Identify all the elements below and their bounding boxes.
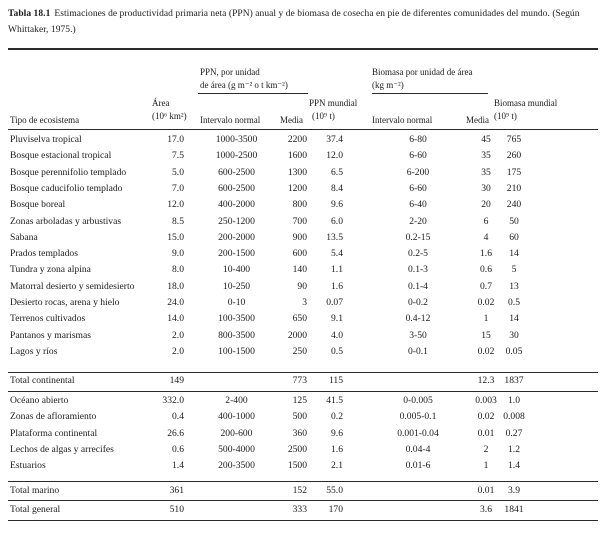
table-row-ppn-mean: 140 bbox=[292, 264, 307, 275]
table-row-bio-mean: 15 bbox=[481, 330, 491, 341]
table-row-ppn-range: 250-1200 bbox=[218, 216, 255, 227]
table-row-area: 18.0 bbox=[167, 281, 184, 292]
table-row-area: 8.0 bbox=[172, 264, 184, 275]
table-row-bio-range: 0.2-15 bbox=[405, 232, 431, 243]
total-general-row-ppn-mean: 333 bbox=[292, 504, 307, 515]
table-row-ppn-mean: 1300 bbox=[287, 167, 307, 178]
table-row-area: 15.0 bbox=[167, 232, 184, 243]
table-row-ppn-world: 1.6 bbox=[331, 444, 343, 455]
table-row-bio-world: 14 bbox=[509, 248, 519, 259]
table-row-area: 24.0 bbox=[167, 297, 184, 308]
table-row-bio-mean: 35 bbox=[481, 150, 491, 161]
table-row-name: Sabana bbox=[10, 232, 38, 243]
table-row-name: Matorral desierto y semidesierto bbox=[10, 281, 135, 292]
table-row-bio-range: 0.1-3 bbox=[408, 264, 428, 275]
table-row-ppn-mean: 2500 bbox=[287, 444, 307, 455]
table-row-bio-range: 0.001-0.04 bbox=[397, 428, 439, 439]
total-general-row-bio-mean: 3.6 bbox=[480, 504, 492, 515]
continental-total-rule-top bbox=[8, 372, 598, 373]
bio-mean-header: Media bbox=[466, 115, 489, 125]
table-row-ppn-range: 800-3500 bbox=[218, 330, 255, 341]
table-row-bio-world: 0.008 bbox=[503, 411, 525, 422]
table-row-name: Pantanos y marismas bbox=[10, 330, 92, 341]
area-header-line2: (10⁶ km²) bbox=[152, 111, 187, 121]
table-row-ppn-mean: 250 bbox=[292, 346, 307, 357]
table-row-ppn-world: 6.5 bbox=[331, 167, 343, 178]
table-row-ppn-mean: 2200 bbox=[287, 134, 307, 145]
table-row-ppn-mean: 500 bbox=[292, 411, 307, 422]
table-row-name: Estuarios bbox=[10, 460, 46, 471]
table-row-bio-range: 6-200 bbox=[406, 167, 430, 178]
table-row-ppn-mean: 125 bbox=[292, 395, 307, 406]
continental-total-rule-bottom bbox=[8, 391, 598, 392]
table-row-bio-world: 0.27 bbox=[505, 428, 523, 439]
table-row-bio-mean: 4 bbox=[483, 232, 489, 243]
table-row-bio-range: 0-0.1 bbox=[408, 346, 428, 357]
ppn-world-header-line2: (10⁹ t) bbox=[312, 111, 335, 121]
total-marine-row-bio-mean: 0.01 bbox=[477, 485, 495, 496]
table-row-bio-world: 14 bbox=[509, 313, 519, 324]
table-row-area: 0.4 bbox=[172, 411, 184, 422]
table-row-bio-range: 0.2-5 bbox=[408, 248, 428, 259]
table-row-ppn-world: 1.1 bbox=[331, 264, 343, 275]
general-total-rule-top bbox=[8, 500, 598, 501]
table-row-ppn-range: 10-250 bbox=[222, 281, 251, 292]
table-row-name: Desierto rocas, arena y hielo bbox=[10, 297, 120, 308]
table-row-ppn-mean: 900 bbox=[292, 232, 307, 243]
table-row-bio-world: 50 bbox=[509, 216, 519, 227]
table-row-name: Plataforma continental bbox=[10, 428, 98, 439]
table-row-bio-mean: 0.02 bbox=[477, 346, 495, 357]
table-row-ppn-world: 37.4 bbox=[326, 134, 343, 145]
bio-group-header-line1: Biomasa por unidad de área bbox=[372, 67, 473, 77]
table-row-bio-mean: 35 bbox=[481, 167, 491, 178]
table-label: Tabla 18.1 bbox=[8, 9, 51, 19]
bio-world-header-line2: (10⁹ t) bbox=[494, 111, 517, 121]
table-row-ppn-world: 8.4 bbox=[331, 183, 343, 194]
table-row-bio-mean: 1.6 bbox=[480, 248, 492, 259]
table-row-ppn-world: 0.07 bbox=[326, 297, 343, 308]
table-row-bio-mean: 6 bbox=[483, 216, 489, 227]
total-general-row-area: 510 bbox=[169, 504, 184, 515]
table-row-ppn-range: 1000-3500 bbox=[215, 134, 258, 145]
table-row-bio-mean: 2 bbox=[483, 444, 489, 455]
table-row-name: Lechos de algas y arrecifes bbox=[10, 444, 114, 455]
table-row-bio-world: 60 bbox=[509, 232, 519, 243]
table-row-ppn-mean: 700 bbox=[292, 216, 307, 227]
table-row-bio-world: 30 bbox=[509, 330, 519, 341]
table-row-area: 14.0 bbox=[167, 313, 184, 324]
table-row-area: 2.0 bbox=[172, 330, 184, 341]
table-row-ppn-range: 1000-2500 bbox=[215, 150, 258, 161]
table-row-name: Tundra y zona alpina bbox=[10, 264, 91, 275]
table-row-ppn-world: 1.6 bbox=[331, 281, 343, 292]
total-continental-row-bio-mean: 12.3 bbox=[477, 375, 495, 386]
area-header-line1: Área bbox=[152, 98, 170, 108]
table-row-bio-mean: 0.003 bbox=[475, 395, 497, 406]
table-row-area: 17.0 bbox=[167, 134, 184, 145]
table-row-ppn-world: 13.5 bbox=[326, 232, 343, 243]
table-row-bio-world: 0.05 bbox=[505, 346, 523, 357]
table-row-ppn-world: 41.5 bbox=[326, 395, 343, 406]
ppn-world-header-line1: PPN mundial bbox=[309, 98, 358, 108]
table-row-ppn-mean: 650 bbox=[292, 313, 307, 324]
table-row-area: 7.5 bbox=[172, 150, 184, 161]
total-marine-row-ppn-world: 55.0 bbox=[326, 485, 343, 496]
total-marine-row-ppn-mean: 152 bbox=[292, 485, 307, 496]
table-row-bio-mean: 45 bbox=[481, 134, 491, 145]
table-row-ppn-mean: 1200 bbox=[287, 183, 307, 194]
table-row-ppn-range: 0-10 bbox=[227, 297, 246, 308]
table-row-name: Zonas arboladas y arbustivas bbox=[10, 216, 122, 227]
table-row-bio-world: 0.5 bbox=[508, 297, 520, 308]
table-row-bio-range: 6-40 bbox=[409, 199, 427, 210]
table-row-name: Zonas de afloramiento bbox=[10, 411, 97, 422]
table-row-area: 8.5 bbox=[172, 216, 184, 227]
ppn-range-header: Intervalo normal bbox=[200, 115, 261, 125]
table-row-area: 12.0 bbox=[167, 199, 184, 210]
table-row-ppn-range: 600-2500 bbox=[218, 183, 255, 194]
ppn-group-rule bbox=[198, 93, 308, 94]
total-marine-row-bio-world: 3.9 bbox=[508, 485, 520, 496]
table-row-bio-range: 0.4-12 bbox=[405, 313, 431, 324]
total-continental-row-ppn-mean: 773 bbox=[292, 375, 307, 386]
table-row-name: Prados templados bbox=[10, 248, 78, 259]
table-row-bio-range: 0.1-4 bbox=[408, 281, 428, 292]
total-general-row-bio-world: 1841 bbox=[504, 504, 524, 515]
ppn-group-header-line2: de área (g m⁻² o t km⁻²) bbox=[200, 80, 288, 90]
table-row-bio-world: 1.0 bbox=[508, 395, 520, 406]
total-continental-row-ppn-world: 115 bbox=[328, 375, 343, 386]
table-row-ppn-world: 2.1 bbox=[331, 460, 343, 471]
total-general-row-ppn-world: 170 bbox=[328, 504, 343, 515]
table-row-name: Lagos y ríos bbox=[10, 346, 58, 357]
table-row-bio-world: 175 bbox=[506, 167, 522, 178]
table-row-name: Bosque boreal bbox=[10, 199, 66, 210]
bottom-rule bbox=[8, 520, 598, 521]
table-row-bio-range: 0.005-0.1 bbox=[399, 411, 437, 422]
table-row-bio-range: 6-80 bbox=[409, 134, 427, 145]
table-row-ppn-mean: 360 bbox=[292, 428, 307, 439]
table-row-ppn-world: 4.0 bbox=[331, 330, 343, 341]
ppn-mean-header: Media bbox=[280, 115, 303, 125]
table-row-ppn-mean: 1500 bbox=[287, 460, 307, 471]
table-row-area: 1.4 bbox=[172, 460, 184, 471]
table-row-bio-world: 240 bbox=[506, 199, 522, 210]
table-row-ppn-range: 200-1500 bbox=[218, 248, 255, 259]
table-row-ppn-world: 0.5 bbox=[331, 346, 343, 357]
table-row-ppn-range: 200-600 bbox=[220, 428, 253, 439]
table-row-ppn-range: 500-4000 bbox=[218, 444, 255, 455]
table-caption-text: Estimaciones de productividad primaria neta (PPN) anual y de biomasa de cosecha en pie de diferentes comunidades del mundo. (Según Whittaker, 1975.) bbox=[8, 9, 580, 35]
table-row-bio-mean: 0.01 bbox=[477, 428, 495, 439]
table-row-name: Bosque caducifolio templado bbox=[10, 183, 123, 194]
total-general-row-name: Total general bbox=[10, 504, 61, 515]
table-row-area: 0.6 bbox=[172, 444, 184, 455]
table-row-ppn-range: 2-400 bbox=[225, 395, 248, 406]
table-row-bio-mean: 30 bbox=[481, 183, 491, 194]
bio-range-header: Intervalo normal bbox=[372, 115, 433, 125]
table-row-bio-mean: 0.6 bbox=[480, 264, 492, 275]
table-row-ppn-world: 6.0 bbox=[331, 216, 343, 227]
ppn-group-header-line1: PPN, por unidad bbox=[200, 67, 260, 77]
bio-group-rule bbox=[372, 93, 488, 94]
bio-world-header-line1: Biomasa mundial bbox=[494, 98, 558, 108]
table-row-bio-world: 260 bbox=[506, 150, 522, 161]
header-rule bbox=[8, 129, 598, 130]
table-row-ppn-world: 9.6 bbox=[331, 199, 343, 210]
table-row-bio-range: 6-60 bbox=[409, 183, 427, 194]
table-row-ppn-world: 9.6 bbox=[331, 428, 343, 439]
table-row-ppn-range: 200-2000 bbox=[218, 232, 255, 243]
table-row-bio-world: 1.2 bbox=[508, 444, 520, 455]
table-row-area: 9.0 bbox=[172, 248, 184, 259]
table-row-ppn-range: 400-2000 bbox=[218, 199, 255, 210]
table-row-bio-range: 0-0.2 bbox=[408, 297, 428, 308]
table-row-bio-world: 1.4 bbox=[508, 460, 520, 471]
table-row-bio-range: 6-60 bbox=[409, 150, 427, 161]
table-row-bio-mean: 20 bbox=[481, 199, 491, 210]
table-row-ppn-mean: 1600 bbox=[287, 150, 307, 161]
table-row-area: 26.6 bbox=[167, 428, 184, 439]
table-row-bio-world: 210 bbox=[506, 183, 522, 194]
table-row-ppn-range: 100-3500 bbox=[218, 313, 255, 324]
table-row-name: Bosque estacional tropical bbox=[10, 150, 112, 161]
top-rule bbox=[8, 48, 598, 50]
table-row-bio-mean: 1 bbox=[483, 313, 489, 324]
table-row-ppn-range: 100-1500 bbox=[218, 346, 255, 357]
ecosystem-header: Tipo de ecosistema bbox=[10, 115, 80, 125]
bio-group-header-line2: (kg m⁻²) bbox=[372, 80, 404, 90]
table-row-bio-mean: 0.02 bbox=[477, 411, 495, 422]
table-row-ppn-world: 12.0 bbox=[326, 150, 343, 161]
table-row-bio-mean: 0.02 bbox=[477, 297, 495, 308]
total-marine-row-area: 361 bbox=[169, 485, 184, 496]
table-row-bio-range: 3-50 bbox=[409, 330, 427, 341]
table-row-ppn-mean: 600 bbox=[292, 248, 307, 259]
table-row-bio-world: 765 bbox=[506, 134, 522, 145]
table-row-ppn-range: 600-2500 bbox=[218, 167, 255, 178]
table-row-area: 2.0 bbox=[172, 346, 184, 357]
table-row-area: 332.0 bbox=[162, 395, 184, 406]
total-marine-row-name: Total marino bbox=[10, 485, 60, 496]
table-caption bbox=[8, 6, 593, 38]
table-row-ppn-range: 10-400 bbox=[222, 264, 251, 275]
table-row-ppn-range: 200-3500 bbox=[218, 460, 255, 471]
total-continental-row-area: 149 bbox=[169, 375, 184, 386]
table-row-ppn-world: 9.1 bbox=[331, 313, 343, 324]
table-row-bio-range: 0.04-4 bbox=[405, 444, 431, 455]
table-row-ppn-world: 5.4 bbox=[331, 248, 343, 259]
table-row-name: Terrenos cultivados bbox=[10, 313, 86, 324]
table-row-ppn-mean: 3 bbox=[302, 297, 307, 308]
table-row-area: 7.0 bbox=[172, 183, 184, 194]
table-row-area: 5.0 bbox=[172, 167, 184, 178]
table-row-name: Pluviselva tropical bbox=[10, 134, 82, 145]
table-row-bio-world: 5 bbox=[511, 264, 517, 275]
table-row-name: Océano abierto bbox=[10, 395, 69, 406]
table-row-ppn-mean: 90 bbox=[297, 281, 307, 292]
table-row-ppn-mean: 800 bbox=[292, 199, 307, 210]
total-continental-row-name: Total continental bbox=[10, 375, 75, 386]
total-continental-row-bio-world: 1837 bbox=[504, 375, 524, 386]
table-row-ppn-mean: 2000 bbox=[287, 330, 307, 341]
table-row-bio-range: 0.01-6 bbox=[405, 460, 431, 471]
table-row-ppn-world: 0.2 bbox=[331, 411, 343, 422]
marine-total-rule-top bbox=[8, 481, 598, 482]
table-row-bio-range: 0-0.005 bbox=[403, 395, 433, 406]
table-row-bio-world: 13 bbox=[509, 281, 519, 292]
table-row-bio-range: 2-20 bbox=[409, 216, 427, 227]
table-row-bio-mean: 1 bbox=[483, 460, 489, 471]
table-row-bio-mean: 0.7 bbox=[480, 281, 492, 292]
table-row-name: Bosque perennifolio templado bbox=[10, 167, 127, 178]
table-row-ppn-range: 400-1000 bbox=[218, 411, 255, 422]
